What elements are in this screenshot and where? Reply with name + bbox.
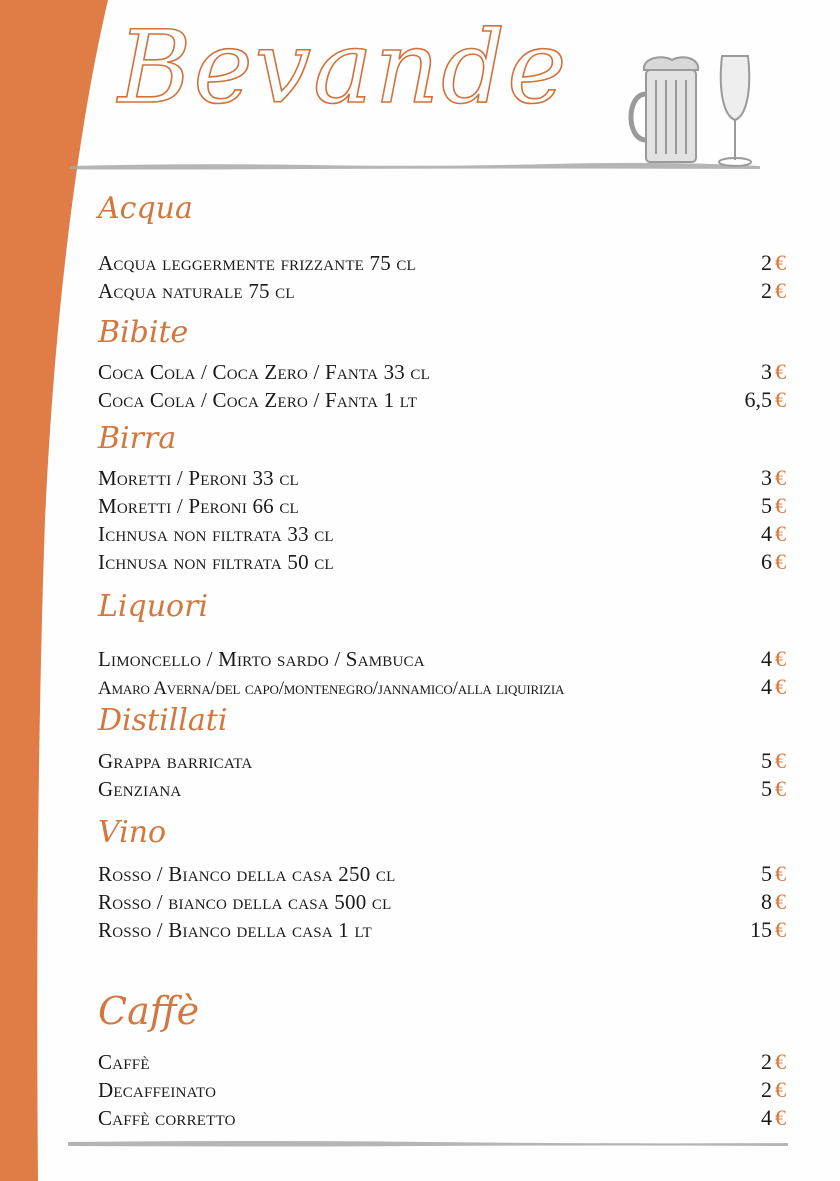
- euro-icon: €: [775, 250, 786, 275]
- item-name: Coca Cola / Coca Zero / Fanta 1 lt: [98, 388, 418, 412]
- item-price: 8: [761, 889, 772, 914]
- item-name: Ichnusa non filtrata 50 cl: [98, 550, 334, 574]
- menu-item: [98, 465, 786, 493]
- item-price: 3: [761, 465, 772, 490]
- euro-icon: €: [775, 549, 786, 574]
- menu-item: [98, 748, 786, 776]
- euro-icon: €: [775, 359, 786, 384]
- item-name: Amaro Averna/del capo/montenegro/jannamico/alla liquirizia: [98, 678, 565, 699]
- item-name: Moretti / Peroni 33 cl: [98, 466, 299, 490]
- item-name: Acqua naturale 75 cl: [98, 279, 295, 303]
- euro-icon: €: [775, 674, 786, 699]
- euro-icon: €: [775, 646, 786, 671]
- item-name: Moretti / Peroni 66 cl: [98, 494, 299, 518]
- item-price: 5: [761, 493, 772, 518]
- menu-item: [98, 359, 786, 387]
- euro-icon: €: [775, 493, 786, 518]
- item-price: 4: [761, 1105, 772, 1130]
- euro-icon: €: [775, 748, 786, 773]
- menu-item: [98, 776, 786, 804]
- euro-icon: €: [775, 465, 786, 490]
- item-price: 4: [761, 521, 772, 546]
- menu-item: [98, 387, 786, 415]
- menu-item: [98, 917, 786, 945]
- item-price: 2: [761, 1049, 772, 1074]
- item-price: 6,5: [744, 387, 772, 412]
- beer-mug-icon: [631, 57, 698, 162]
- section-title-birra: Birra: [98, 421, 177, 456]
- item-price: 4: [761, 674, 772, 699]
- item-price: 6: [761, 549, 772, 574]
- item-name: Grappa barricata: [98, 749, 253, 773]
- menu-item: [98, 889, 786, 917]
- item-price: 2: [761, 1077, 772, 1102]
- euro-icon: €: [775, 1049, 786, 1074]
- section-title-liquori: Liquori: [98, 589, 209, 624]
- item-name: Rosso / bianco della casa 500 cl: [98, 890, 392, 914]
- wine-glass-icon: [719, 56, 751, 166]
- item-price: 15: [750, 917, 772, 942]
- item-price: 4: [761, 646, 772, 671]
- section-title-vino: Vino: [98, 815, 167, 850]
- item-name: Rosso / Bianco della casa 250 cl: [98, 862, 396, 886]
- euro-icon: €: [775, 1077, 786, 1102]
- section-title-bibite: Bibite: [98, 315, 189, 350]
- euro-icon: €: [775, 776, 786, 801]
- page-title: Bevande: [118, 9, 569, 126]
- menu-item: [98, 1105, 786, 1133]
- item-name: Acqua leggermente frizzante 75 cl: [98, 251, 416, 275]
- item-price: 5: [761, 861, 772, 886]
- item-name: Decaffeinato: [98, 1078, 217, 1102]
- item-name: Limoncello / Mirto sardo / Sambuca: [98, 647, 425, 671]
- section-title-distillati: Distillati: [98, 703, 228, 738]
- item-name: Rosso / Bianco della casa 1 lt: [98, 918, 372, 942]
- drink-illustration: [622, 52, 792, 172]
- item-name: Caffè corretto: [98, 1106, 236, 1130]
- item-name: Coca Cola / Coca Zero / Fanta 33 cl: [98, 360, 430, 384]
- menu-item: [98, 549, 786, 577]
- item-name: Caffè: [98, 1050, 150, 1074]
- euro-icon: €: [775, 861, 786, 886]
- euro-icon: €: [775, 521, 786, 546]
- item-name: Genziana: [98, 777, 182, 801]
- euro-icon: €: [775, 278, 786, 303]
- menu-item: [98, 278, 786, 306]
- item-price: 2: [761, 278, 772, 303]
- section-title-acqua: Acqua: [98, 191, 193, 226]
- item-price: 5: [761, 776, 772, 801]
- menu-item: [98, 493, 786, 521]
- euro-icon: €: [775, 1105, 786, 1130]
- section-title-caffe: Caffè: [98, 989, 200, 1033]
- brush-divider: [68, 1138, 788, 1148]
- euro-icon: €: [775, 387, 786, 412]
- euro-icon: €: [775, 917, 786, 942]
- euro-icon: €: [775, 889, 786, 914]
- item-price: 3: [761, 359, 772, 384]
- menu-item: [98, 521, 786, 549]
- menu-item: [98, 646, 786, 674]
- menu-item: [98, 861, 786, 889]
- item-price: 5: [761, 748, 772, 773]
- item-price: 2: [761, 250, 772, 275]
- menu-item: [98, 250, 786, 278]
- menu-item: [98, 674, 786, 702]
- menu-item: [98, 1077, 786, 1105]
- menu-item: [98, 1049, 786, 1077]
- item-name: Ichnusa non filtrata 33 cl: [98, 522, 334, 546]
